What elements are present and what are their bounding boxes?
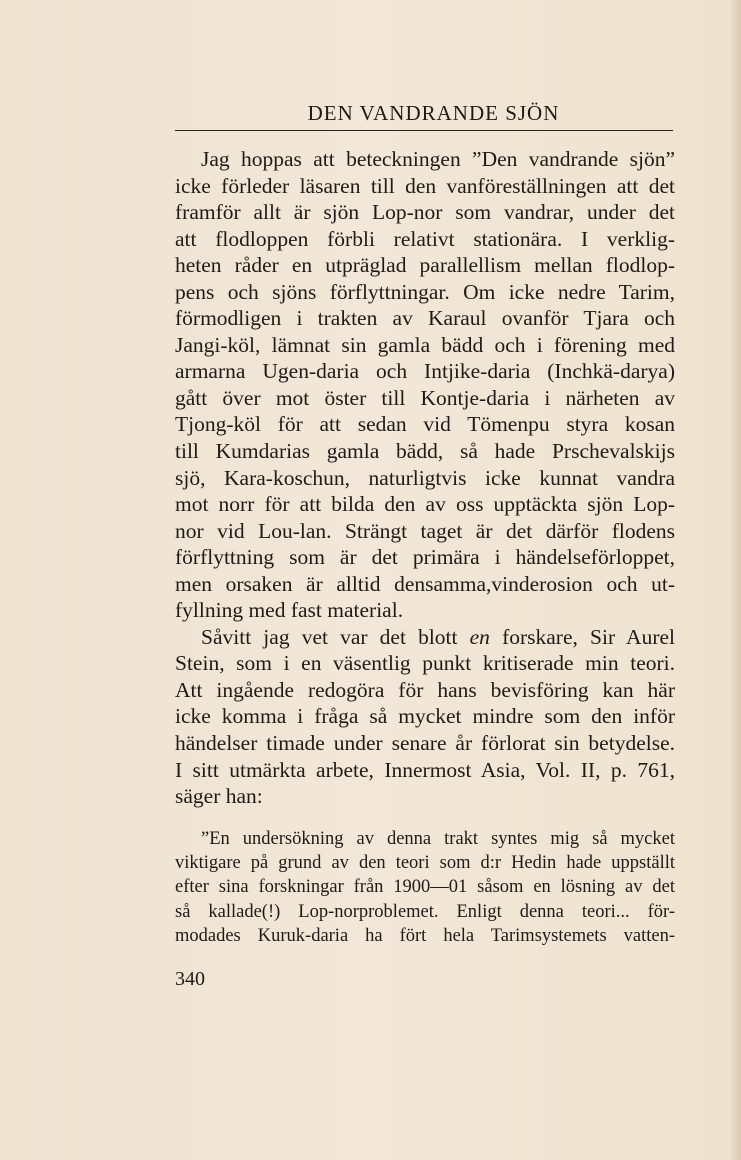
page-edge-shadow — [729, 0, 741, 1160]
text-line: Att ingående redogöra för hans bevisföring kan här — [175, 677, 675, 702]
text-line-with-italic — [175, 624, 675, 651]
page-number: 340 — [175, 968, 205, 990]
text-line: armarna Ugen-daria och Intjike-daria (Inchkä-darya) — [175, 359, 675, 384]
text-span: Såvitt jag vet var det blott — [201, 624, 470, 649]
text-line: säger han: — [175, 784, 263, 809]
quote-line: efter sina forskningar från 1900—01 såsom en lösning av det — [175, 877, 675, 898]
text-line: sjö, Kara-koschun, naturligtvis icke kunnat vandra — [175, 465, 675, 490]
text-line: nor vid Lou-lan. Strängt taget är det därför flodens — [175, 518, 675, 543]
block-quotation — [175, 827, 675, 948]
italic-word: en — [469, 624, 490, 649]
text-line: förmodligen i trakten av Karaul ovanför Tjara och — [175, 306, 675, 331]
quote-line: viktigare på grund av den teori som d:r Hedin hade uppställt — [175, 853, 675, 874]
quote-line: ”En undersökning av denna trakt syntes mig så mycket — [201, 829, 675, 849]
text-line: att flodloppen förbli relativt stationära. I verklig- — [175, 226, 675, 251]
text-line: förflyttning som är det primära i händelseförloppet, — [175, 545, 675, 570]
text-line: I sitt utmärkta arbete, Innermost Asia, Vol. II, p. 761, — [175, 757, 675, 782]
text-line: men orsaken är alltid densamma,vinderosion och ut- — [175, 571, 675, 596]
text-line: Stein, som i en väsentlig punkt kritiserade min teori. — [175, 651, 675, 676]
text-line: händelser timade under senare år förlorat sin betydelse. — [175, 731, 675, 756]
text-line: Tjong-köl för att sedan vid Tömenpu styra kosan — [175, 412, 675, 437]
text-line: icke komma i fråga så mycket mindre som den inför — [175, 704, 675, 729]
text-line: Jangi-köl, lämnat sin gamla bädd och i förening med — [175, 332, 675, 357]
body-text — [175, 146, 675, 810]
text-span: forskare, Sir Aurel — [489, 624, 675, 649]
text-line: framför allt är sjön Lop-nor som vandrar, under det — [175, 200, 675, 225]
text-line: mot norr för att bilda den av oss upptäckta sjön Lop- — [175, 492, 675, 517]
text-line: Jag hoppas att beteckningen ”Den vandrande sjön” — [201, 147, 675, 171]
quote-line: så kallade(!) Lop-norproblemet. Enligt denna teori... för- — [175, 901, 675, 922]
text-line: icke förleder läsaren till den vanföreställningen att det — [175, 173, 675, 198]
running-head: DEN VANDRANDE SJÖN — [307, 101, 560, 125]
text-line: till Kumdarias gamla bädd, så hade Prschevalskijs — [175, 439, 675, 464]
text-line: pens och sjöns förflyttningar. Om icke nedre Tarim, — [175, 279, 675, 304]
quote-line: modades Kuruk-daria ha fört hela Tarimsystemets vatten- — [175, 925, 675, 946]
text-line: fyllning med fast material. — [175, 598, 404, 623]
text-line: heten råder en utpräglad parallellism mellan flodlop- — [175, 253, 675, 278]
text-line: gått över mot öster till Kontje-daria i närheten av — [175, 385, 675, 410]
header-rule — [175, 130, 673, 131]
